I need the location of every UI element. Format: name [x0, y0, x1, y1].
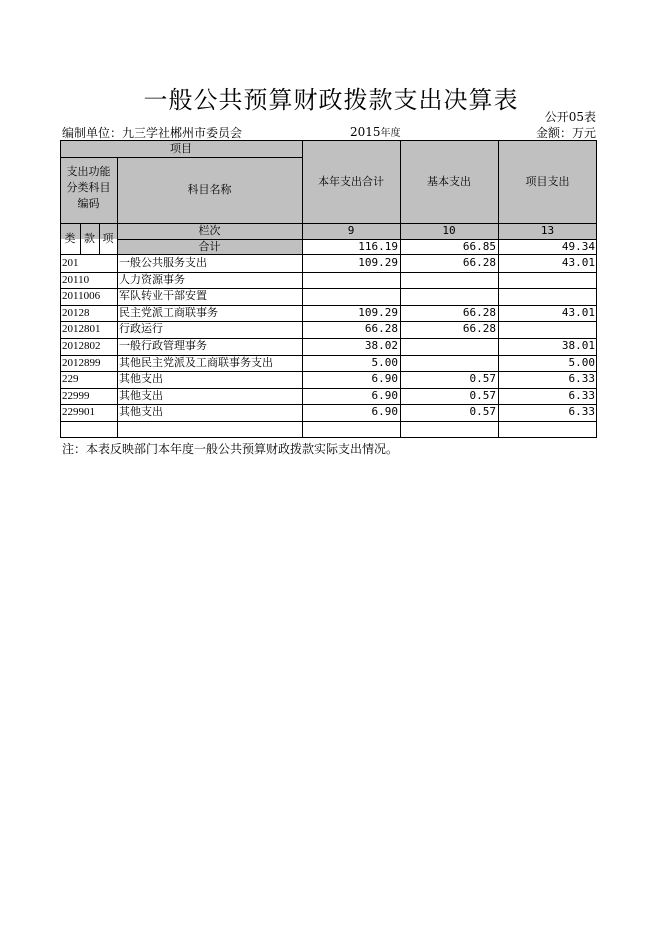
row-code: 229901 [62, 406, 95, 419]
grand-total-label: 合计 [198, 240, 221, 253]
column-number-label: 栏次 [198, 224, 221, 237]
row-subject-name: 人力资源事务 [119, 272, 185, 286]
row-code: 22999 [62, 389, 90, 402]
row-total: 38.02 [364, 339, 398, 352]
row-basic: 0.57 [469, 405, 496, 419]
row-code: 229 [62, 373, 79, 386]
row-subject-name: 一般行政管理事务 [119, 339, 207, 352]
row-project: 43.01 [561, 305, 595, 319]
project-expense-header: 项目支出 [525, 175, 570, 188]
row-subject-name: 其他支出 [119, 388, 163, 402]
row-code: 2012802 [62, 340, 101, 352]
year-number: 2015 [350, 125, 381, 139]
row-code: 201 [62, 257, 79, 269]
row-code: 20110 [62, 273, 90, 286]
table-note: 注：本表反映部门本年度一般公共预算财政拨款实际支出情况。 [62, 442, 399, 456]
row-code: 2012801 [62, 323, 101, 336]
row-total: 109.29 [358, 305, 398, 319]
row-basic [400, 355, 498, 372]
row-code: 20128 [62, 306, 90, 319]
row-code: 2012899 [62, 356, 101, 369]
section-header: 款 [84, 232, 95, 245]
column-number-total: 9 [347, 224, 355, 237]
year-suffix: 年度 [380, 128, 401, 139]
row-subject-name: 一般公共服务支出 [119, 256, 207, 269]
row-total: 66.28 [364, 322, 398, 336]
row-total: 6.90 [371, 388, 398, 402]
form-number: 公开05表 [544, 110, 596, 124]
row-basic: 66.28 [462, 256, 496, 269]
project-header: 项目 [170, 142, 192, 155]
row-total: 109.29 [358, 256, 398, 269]
row-total [302, 288, 400, 305]
subject-name-header: 科目名称 [187, 183, 232, 196]
grand-total-project: 49.34 [561, 240, 595, 253]
amount-unit-label: 金额：万元 [535, 126, 596, 140]
func-code-header-line3: 编码 [77, 197, 100, 210]
func-code-header-line2: 分类科目 [66, 181, 111, 194]
row-subject-name: 民主党派工商联事务 [119, 305, 218, 319]
year-label [350, 124, 401, 139]
expenditure-table [60, 140, 597, 438]
item-header: 项 [102, 232, 114, 245]
row-total: 5.00 [371, 355, 398, 369]
row-project [498, 421, 597, 438]
row-total [302, 421, 400, 438]
row-subject-name: 军队转业干部安置 [119, 289, 207, 303]
row-total [302, 272, 400, 289]
row-basic: 0.57 [469, 372, 496, 386]
row-basic [400, 421, 498, 438]
row-total: 6.90 [371, 372, 398, 386]
row-basic [400, 272, 498, 289]
row-basic [400, 338, 498, 355]
column-number-project: 13 [540, 224, 555, 237]
row-basic: 66.28 [462, 322, 496, 336]
unit-label: 编制单位：九三学社郴州市委员会 [62, 126, 243, 140]
row-project: 5.00 [568, 355, 595, 369]
row-subject-name: 其他民主党派及工商联事务支出 [119, 355, 273, 369]
row-subject-name: 行政运行 [119, 322, 163, 336]
func-code-header-line1: 支出功能 [66, 165, 111, 178]
row-project: 38.01 [561, 339, 595, 352]
column-number-basic: 10 [442, 224, 456, 237]
row-project: 6.33 [568, 388, 595, 402]
row-subject-name: 其他支出 [119, 405, 163, 419]
row-code [60, 421, 117, 438]
row-project: 43.01 [561, 256, 595, 269]
row-code: 2011006 [62, 290, 101, 303]
basic-expense-header: 基本支出 [427, 175, 471, 188]
grand-total-basic: 66.85 [462, 240, 496, 253]
row-project [498, 272, 597, 289]
row-basic: 0.57 [469, 388, 496, 402]
row-subject-name [117, 421, 302, 438]
category-header: 类 [64, 232, 76, 245]
row-subject-name: 其他支出 [119, 372, 163, 386]
grand-total-amount: 116.19 [358, 240, 398, 253]
total-expense-header: 本年支出合计 [318, 175, 384, 188]
row-project [498, 288, 597, 305]
row-basic [400, 288, 498, 305]
row-project: 6.33 [568, 405, 595, 419]
row-basic: 66.28 [462, 305, 496, 319]
row-total: 6.90 [371, 405, 398, 419]
page-title: 一般公共预算财政拨款支出决算表 [143, 86, 519, 114]
row-project [498, 321, 597, 338]
row-project: 6.33 [568, 372, 595, 386]
